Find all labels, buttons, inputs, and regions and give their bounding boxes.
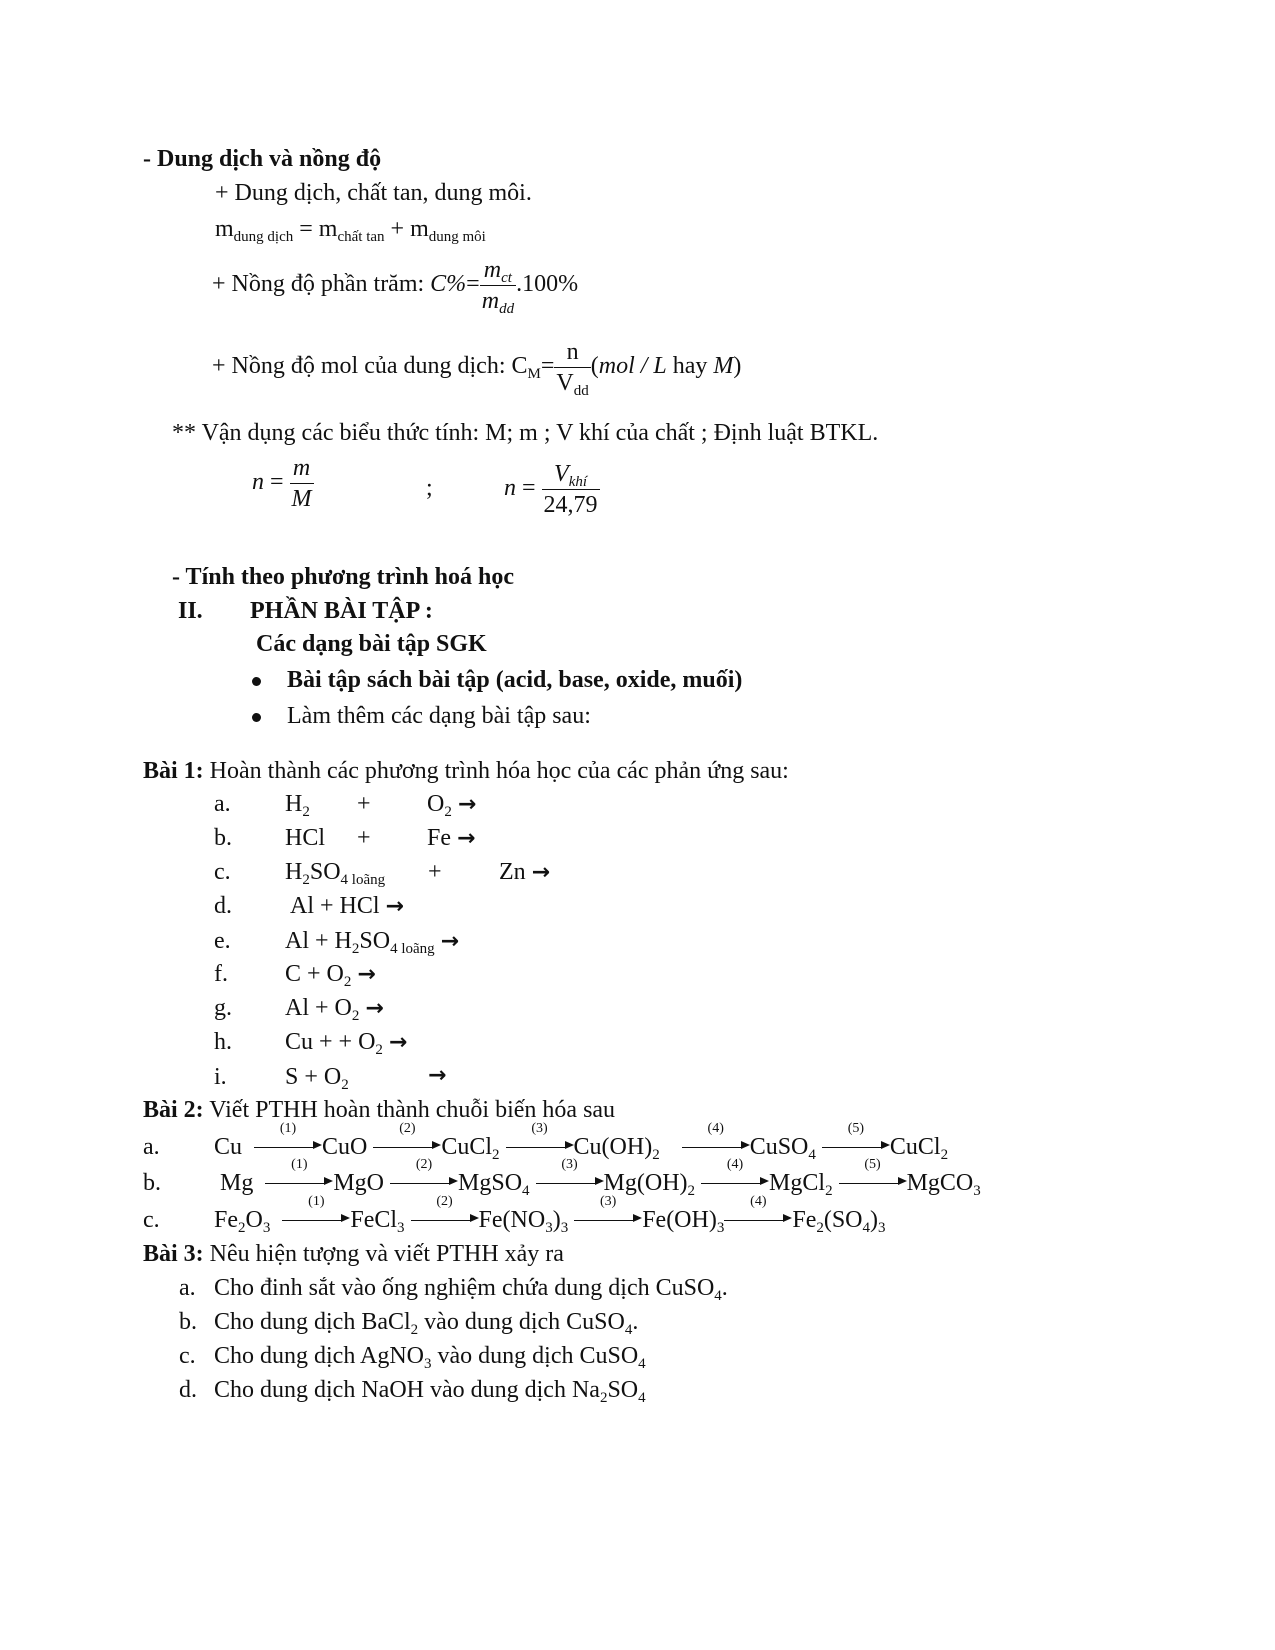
arrow-icon: → (365, 996, 384, 1021)
exercise-3-item-d: d. Cho dung dịch NaOH vào dung dịch $Na_2SO_4$ (179, 1377, 646, 1406)
exercise-1-item-f: f. $C + O_2$ → (214, 961, 376, 990)
exercise-1-item-a: a. $H_2$ + $O_2$ → (214, 791, 477, 820)
arrow-icon: → (457, 792, 477, 817)
exercise-3-item-c: c. Cho dung dịch AgNO$_3$ vào dung dịch CuSO$_4$ (179, 1343, 646, 1372)
exercise-3-item-a: a. Cho đinh sắt vào ống nghiệm chứa dung dịch CuSO$_4$. (179, 1275, 728, 1304)
reaction-arrow-5: (5) (822, 1144, 890, 1154)
exercise-1-item-g: g. $Al + O_2$ → (214, 995, 384, 1024)
bullet-dot (252, 713, 261, 722)
bullet-dot (252, 677, 261, 686)
reaction-arrow-2: (2) (411, 1217, 479, 1227)
reaction-arrow-2: (2) (390, 1180, 458, 1190)
molar-concentration-formula: + Nồng độ mol của dung dịch: $C_M=$ $\frac{n}{V_{dd}}$ (mol / L hay M) (212, 339, 742, 399)
exercise-1-item-c: c. $H_2SO_{4 loãng}$ + Zn → (214, 859, 551, 888)
percent-concentration-formula: + Nồng độ phần trăm: C%= $\frac{m_{ct}}{m_{dd}}$ .100% (212, 257, 579, 317)
exercise-1-heading: Bài 1: Hoàn thành các phương trình hóa học của các phản ứng sau: (143, 758, 789, 784)
exercise-1-item-d: d. Al + HCl → (214, 893, 404, 919)
exercise-2-heading: Bài 2: Viết PTHH hoàn thành chuỗi biến hóa sau (143, 1097, 616, 1123)
moles-from-gas-volume-formula: n = $\frac{V_{khí}}{24,79}$ (504, 461, 598, 518)
bullet-item: Làm thêm các dạng bài tập sau: (252, 704, 591, 728)
reaction-arrow-3: (3) (506, 1144, 574, 1154)
apply-note: ** Vận dụng các biểu thức tính: M; m ; V khí của chất ; Định luật BTKL. (172, 420, 879, 446)
part-subtitle: Các dạng bài tập SGK (256, 631, 487, 657)
bullet-item: Bài tập sách bài tập (acid, base, oxide, muối) (252, 668, 742, 692)
arrow-icon: → (428, 1063, 447, 1088)
moles-from-mass-formula: n = $\frac{m}{M}$ (252, 455, 312, 512)
arrow-icon: → (357, 962, 376, 987)
part-title: PHẦN BÀI TẬP : (250, 598, 433, 624)
exercise-3-heading: Bài 3: Nêu hiện tượng và viết PTHH xảy ra (143, 1241, 564, 1267)
reaction-arrow-4: (4) (701, 1180, 769, 1190)
reaction-arrow-5: (5) (839, 1180, 907, 1190)
exercise-1-item-h: h. Cu + + $O_2$ → (214, 1029, 408, 1058)
arrow-icon: → (531, 860, 551, 885)
exercise-2-chain-a: a. Cu (1) CuO (2) CuCl$_2$ (3) $Cu(OH)_2$ (4) CuSO$_4$ (5) CuCl$_2$ (143, 1121, 949, 1163)
solution-definition: + Dung dịch, chất tan, dung môi. (215, 180, 532, 206)
part-number: II. (178, 598, 203, 624)
reaction-arrow-4: (4) (724, 1217, 792, 1227)
reaction-arrow-1: (1) (254, 1144, 322, 1154)
arrow-icon: → (388, 1030, 408, 1055)
reaction-arrow-2: (2) (373, 1144, 441, 1154)
mass-equation: $m_{dung dịch} = m_{chất tan} + m_{dung môi}$ (215, 216, 486, 245)
reaction-arrow-4: (4) (682, 1144, 750, 1154)
reaction-arrow-3: (3) (536, 1180, 604, 1190)
arrow-icon: → (457, 826, 476, 851)
exercise-3-item-b: b. Cho dung dịch BaCl$_2$ vào dung dịch CuSO$_4$. (179, 1309, 639, 1338)
exercise-1-item-i: i. $S + O_2$ → (214, 1063, 447, 1093)
arrow-icon: → (385, 894, 404, 919)
exercise-1-item-e: e. $Al + H_2SO_{4 loãng}$ → (214, 928, 460, 957)
section-heading-solution: - Dung dịch và nồng độ (143, 146, 382, 172)
exercise-1-item-b: b. HCl + Fe → (214, 825, 476, 851)
exercise-2-chain-b: b. Mg (1) MgO (2) MgSO$_4$ (3) $Mg(OH)_2$ (4) MgCl$_2$ (5) MgCO$_3$ (143, 1157, 981, 1199)
reaction-arrow-3: (3) (574, 1217, 642, 1227)
arrow-icon: → (440, 929, 460, 954)
section-heading-calculation: - Tính theo phương trình hoá học (172, 564, 515, 590)
formula-separator: ; (426, 475, 433, 501)
reaction-arrow-1: (1) (282, 1217, 350, 1227)
exercise-2-chain-c: c. $Fe_2O_3$ (1) FeCl$_3$ (2) $Fe(NO_3)_3$ (3) $Fe(OH)_3$ (4) $Fe_2(SO_4)_3$ (143, 1194, 886, 1236)
reaction-arrow-1: (1) (265, 1180, 333, 1190)
